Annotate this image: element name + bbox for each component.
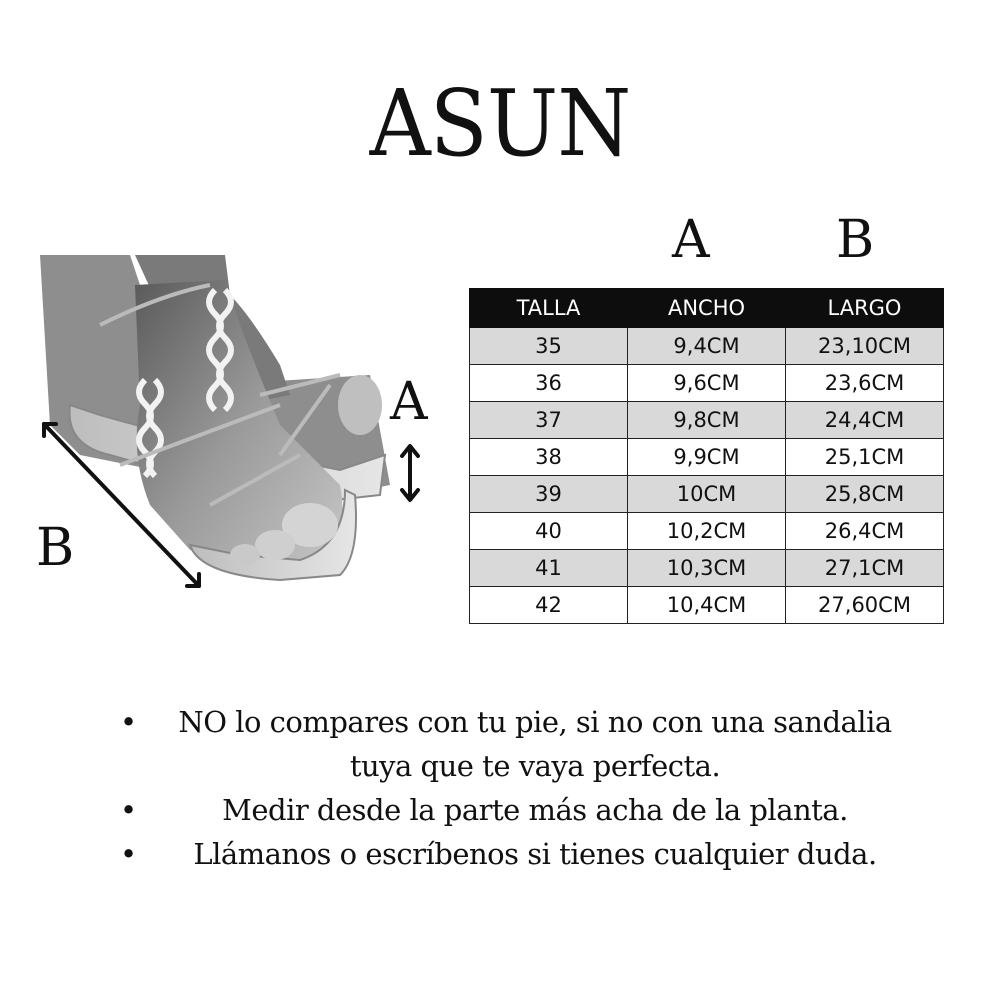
table-row <box>470 439 944 476</box>
sandal-photo <box>40 255 400 595</box>
note-text: Medir desde la parte más acha de la planta. <box>222 793 848 827</box>
cell-ancho: 9,8CM <box>628 402 786 439</box>
table-row <box>470 587 944 624</box>
cell-talla: 41 <box>470 550 628 587</box>
page-title: ASUN <box>369 70 631 177</box>
cell-ancho: 10,2CM <box>628 513 786 550</box>
table-row <box>470 550 944 587</box>
cell-largo: 23,6CM <box>786 365 944 402</box>
cell-largo: 23,10CM <box>786 328 944 365</box>
cell-largo: 25,8CM <box>786 476 944 513</box>
cell-talla: 35 <box>470 328 628 365</box>
dimension-letter-a: A <box>390 372 428 432</box>
cell-talla: 38 <box>470 439 628 476</box>
header-largo: LARGO <box>786 289 944 328</box>
table-row <box>470 513 944 550</box>
column-letter-a: A <box>672 210 710 270</box>
cell-largo: 27,60CM <box>786 587 944 624</box>
table-row <box>470 476 944 513</box>
size-table <box>469 288 944 624</box>
bullet-icon: • <box>120 837 137 871</box>
table-row <box>470 365 944 402</box>
cell-talla: 36 <box>470 365 628 402</box>
bullet-icon: • <box>120 705 137 739</box>
list-item <box>120 700 920 788</box>
cell-largo: 27,1CM <box>786 550 944 587</box>
note-text: Llámanos o escríbenos si tienes cualquier duda. <box>193 837 877 871</box>
table-header-row <box>470 289 944 328</box>
cell-talla: 39 <box>470 476 628 513</box>
cell-largo: 24,4CM <box>786 402 944 439</box>
list-item <box>120 832 920 876</box>
cell-ancho: 10,3CM <box>628 550 786 587</box>
cell-ancho: 9,6CM <box>628 365 786 402</box>
cell-talla: 37 <box>470 402 628 439</box>
cell-largo: 26,4CM <box>786 513 944 550</box>
bullet-icon: • <box>120 793 137 827</box>
cell-talla: 40 <box>470 513 628 550</box>
cell-talla: 42 <box>470 587 628 624</box>
cell-largo: 25,1CM <box>786 439 944 476</box>
table-row <box>470 328 944 365</box>
note-text: NO lo compares con tu pie, si no con una sandalia tuya que te vaya perfecta. <box>178 705 892 783</box>
notes-list <box>120 700 920 876</box>
cell-ancho: 9,9CM <box>628 439 786 476</box>
column-letter-b: B <box>836 210 875 270</box>
dimension-letter-b: B <box>36 518 75 578</box>
header-talla: TALLA <box>470 289 628 328</box>
header-ancho: ANCHO <box>628 289 786 328</box>
table-row <box>470 402 944 439</box>
cell-ancho: 10,4CM <box>628 587 786 624</box>
cell-ancho: 9,4CM <box>628 328 786 365</box>
cell-ancho: 10CM <box>628 476 786 513</box>
list-item <box>120 788 920 832</box>
